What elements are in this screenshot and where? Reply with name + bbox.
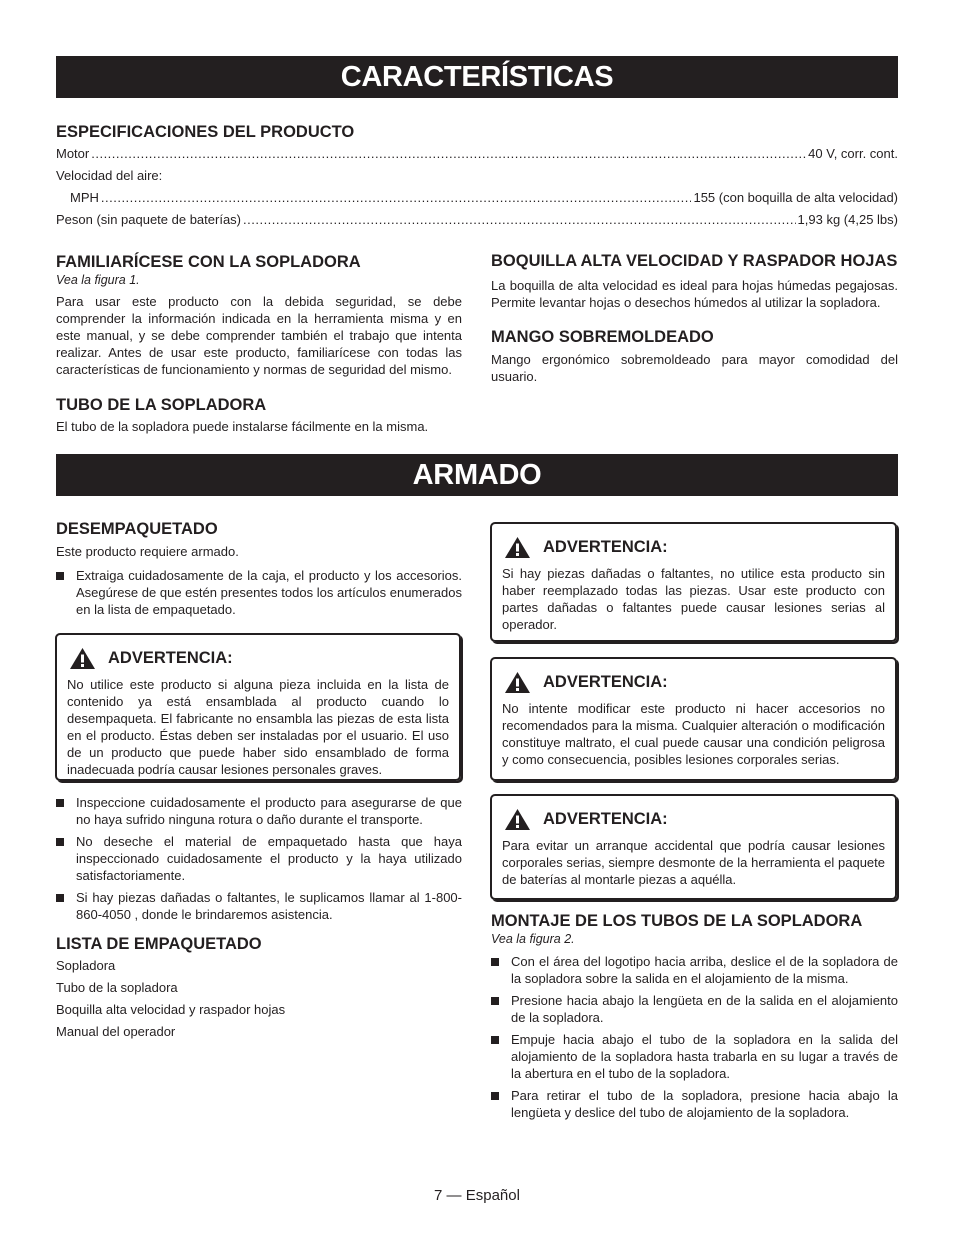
warning-label: ADVERTENCIA:: [543, 538, 668, 556]
list-item: Sopladora: [56, 958, 116, 973]
warning-box: [490, 657, 897, 781]
tube-title: TUBO DE LA SOPLADORA: [56, 396, 267, 414]
packing-list-section: [56, 934, 462, 1043]
spec-leader-dots: [91, 143, 806, 165]
nozzle-body: La boquilla de alta velocidad es ideal para hojas húmedas pegajosas. Permite levantar hojas o desechos húmedos al utilizar la sopladora.: [491, 278, 898, 310]
unpacking-section: [56, 519, 462, 623]
list-item: Si hay piezas dañadas o faltantes, le suplicamos llamar al 1-800-860-4050 , donde le brindaremos asistencia.: [56, 889, 462, 923]
spec-row-motor: [56, 143, 898, 165]
mounting-list: [491, 953, 898, 1121]
unpacking-title: DESEMPAQUETADO: [56, 520, 218, 538]
packing-list-title: LISTA DE EMPAQUETADO: [56, 935, 262, 953]
spec-row-mph: [56, 187, 898, 209]
spec-leader-dots: [101, 187, 692, 209]
spec-value: 1,93 kg (4,25 lbs): [797, 212, 898, 227]
warning-text: Para evitar un arranque accidental que podría causar lesiones corporales serias, siempre desmonte de la herramienta el paquete de baterías al montarle piezas a aquélla.: [502, 838, 885, 887]
list-item: Boquilla alta velocidad y raspador hojas: [56, 1002, 286, 1017]
warning-label: ADVERTENCIA:: [543, 810, 668, 828]
handle-body: Mango ergonómico sobremoldeado para mayor comodidad del usuario.: [491, 352, 898, 384]
unpacking-list-1: [56, 567, 462, 618]
section-title-armado: ARMADO: [56, 454, 898, 496]
unpacking-intro: Este producto requiere armado.: [56, 544, 239, 559]
warning-text: No intente modificar este producto ni hacer accesorios no recomendados para la misma. Cualquier alteración o modificación constituye maltrato, el cual puede causar una condición peligrosa y como consecuencia, posibles lesiones corporales serias.: [502, 701, 885, 767]
list-item: Manual del operador: [56, 1024, 176, 1039]
mounting-title: MONTAJE DE LOS TUBOS DE LA SOPLADORA: [491, 912, 863, 930]
spec-value: 155 (con boquilla de alta velocidad): [693, 190, 898, 205]
warning-box: [490, 794, 897, 900]
unpacking-list-2-wrap: [56, 794, 462, 928]
list-item: No deseche el material de empaquetado hasta que haya inspeccionado cuidadosamente el producto y la haya utilizado satisfactoriamente.: [56, 833, 462, 884]
familiarize-body: Para usar este producto con la debida seguridad, se debe comprender la información indicada en la herramienta misma y en este manual, y se debe comprender también el trabajo que intenta realizar. Antes de usar este producto, familiarícese con todas las características de funcionamiento y normas de seguridad del mismo.: [56, 294, 462, 377]
warning-text: Si hay piezas dañadas o faltantes, no utilice esta producto sin haber reemplazado todas las piezas. Usar este producto con partes dañadas o faltantes puede causar lesiones serias al operador.: [502, 566, 885, 632]
list-item: Inspeccione cuidadosamente el producto para asegurarse de que no haya sufrido ninguna rotura o daño durante el transporte.: [56, 794, 462, 828]
list-item: Con el área del logotipo hacia arriba, deslice el de la sopladora de la sopladora sobre la salida en el alojamiento de la misma.: [491, 953, 898, 987]
specs-title: ESPECIFICACIONES DEL PRODUCTO: [56, 123, 355, 141]
warning-triangle-icon: [69, 647, 96, 670]
figure-ref: Vea la figura 2.: [491, 932, 575, 946]
list-item: Empuje hacia abajo el tubo de la sopladora en la salida del alojamiento de la sopladora hasta trabarla en su lugar a través de la abertura en el tubo de la sopladora.: [491, 1031, 898, 1082]
handle-title: MANGO SOBREMOLDEADO: [491, 328, 714, 346]
warning-box: [55, 633, 461, 781]
spec-leader-dots: [243, 209, 796, 231]
warning-label: ADVERTENCIA:: [108, 649, 233, 667]
tube-body: El tubo de la sopladora puede instalarse fácilmente en la misma.: [56, 419, 429, 434]
spec-row-weight: [56, 209, 898, 231]
spec-label: Peson (sin paquete de baterías): [56, 212, 242, 227]
list-item: Extraiga cuidadosamente de la caja, el producto y los accesorios. Asegúrese de que estén presentes todos los artículos enumerados en la lista de empaquetado.: [56, 567, 462, 618]
list-item: Para retirar el tubo de la sopladora, presione hacia abajo la lengüeta y deslice del tubo de alojamiento de la sopladora.: [491, 1087, 898, 1121]
spec-label: MPH: [70, 190, 99, 205]
spec-value: 40 V, corr. cont.: [808, 146, 898, 161]
spec-label: Motor: [56, 146, 90, 161]
warning-label: ADVERTENCIA:: [543, 673, 668, 691]
page-footer: 7 — Español: [434, 1187, 520, 1204]
warning-triangle-icon: [504, 536, 531, 559]
unpacking-list-2: [56, 794, 462, 923]
list-item: Tubo de la sopladora: [56, 980, 178, 995]
familiarize-title: FAMILIARÍCESE CON LA SOPLADORA: [56, 253, 361, 271]
familiarize-section: [56, 252, 462, 435]
warning-triangle-icon: [504, 671, 531, 694]
specs-block: [56, 122, 898, 231]
nozzle-title: BOQUILLA ALTA VELOCIDAD Y RASPADOR HOJAS: [491, 252, 898, 270]
spec-row-air: [56, 165, 898, 187]
warning-box: [490, 522, 897, 642]
section-title-caracteristicas: CARACTERÍSTICAS: [56, 56, 898, 98]
warning-text: No utilice este producto si alguna pieza incluida en la lista de contenido ya está ensamblada al producto cuando lo desempaqueta. El fabricante no ensambla las piezas de esta lista en el producto. Éstas deben ser instaladas por el usuario. El uso de un producto que puede haber sido ensamblado de forma inadecuada podría causar lesiones personales graves.: [67, 677, 449, 777]
mounting-section: [491, 911, 898, 1126]
figure-ref: Vea la figura 1.: [56, 273, 140, 287]
list-item: Presione hacia abajo la lengüeta en de la salida en el alojamiento de la sopladora.: [491, 992, 898, 1026]
nozzle-section: [491, 251, 898, 385]
spec-label: Velocidad del aire:: [56, 168, 163, 183]
warning-triangle-icon: [504, 808, 531, 831]
